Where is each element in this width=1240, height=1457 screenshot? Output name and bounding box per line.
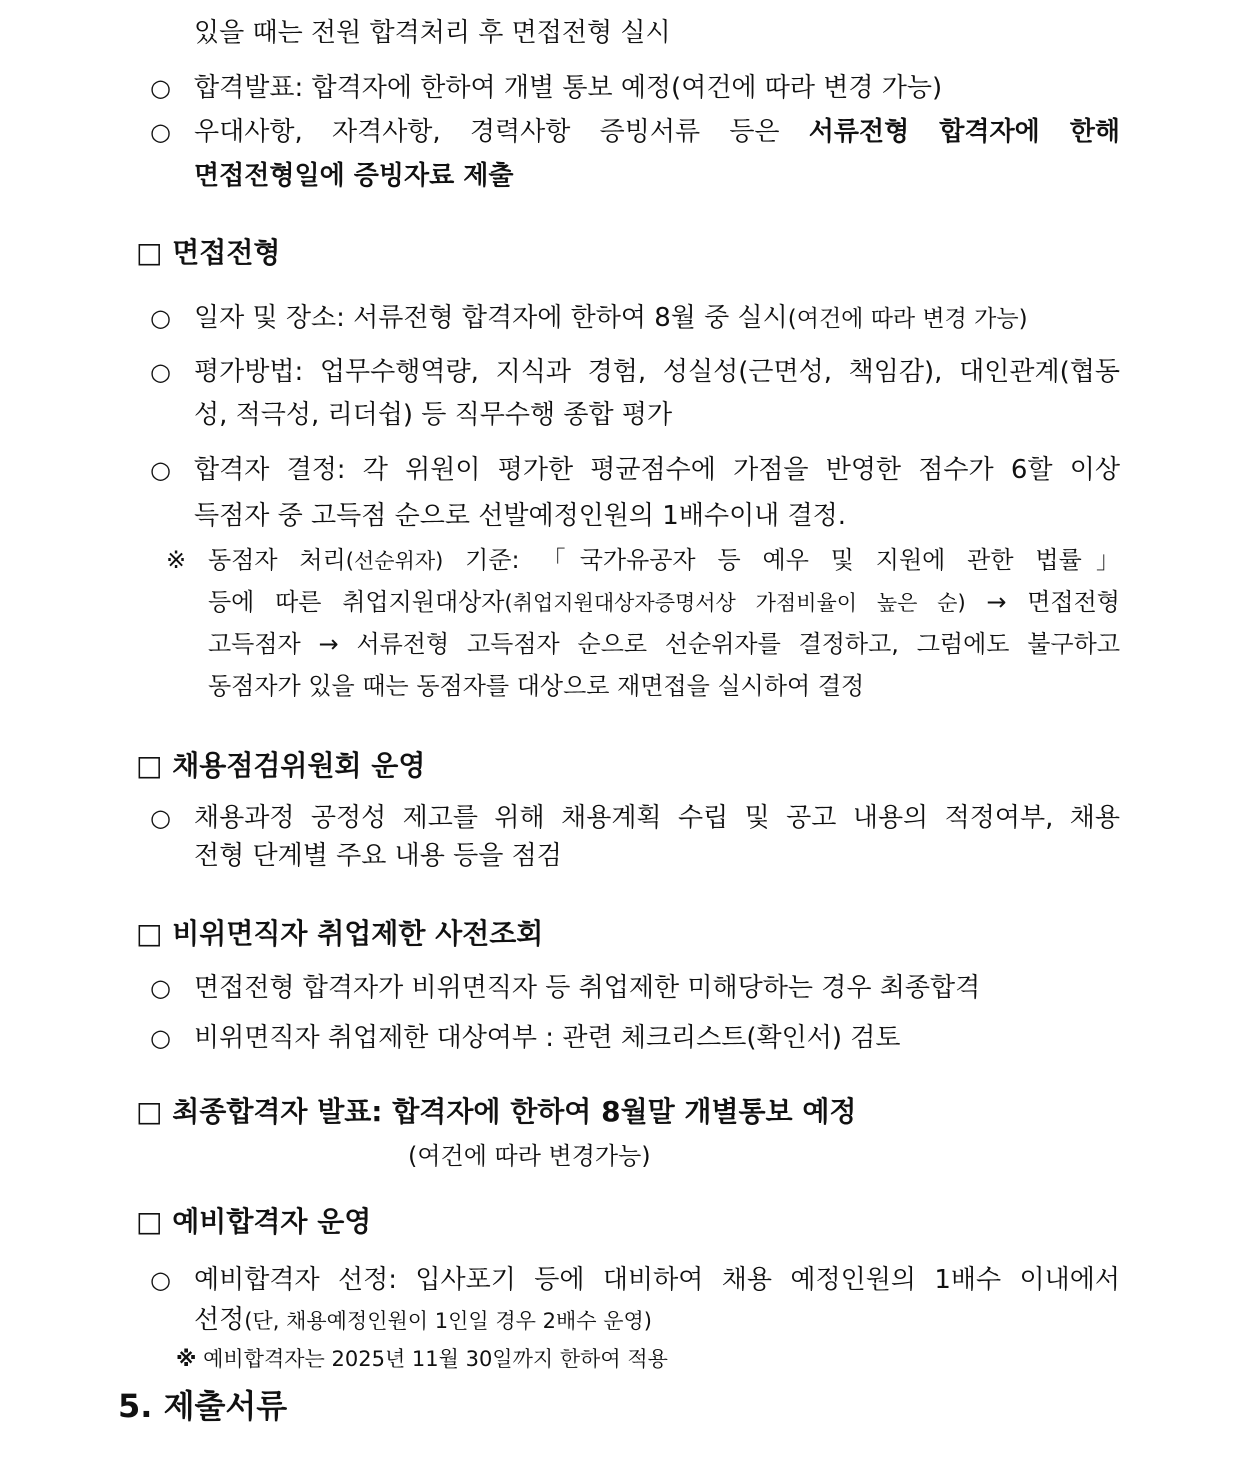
note-mark-icon: ※	[166, 546, 187, 574]
bullet-circle-icon: ○	[150, 304, 171, 332]
restriction-item2: 비위면직자 취업제한 대상여부 : 관련 체크리스트(확인서) 검토	[194, 1023, 901, 1053]
final-heading: □ 최종합격자 발표: 합격자에 한하여 8월말 개별통보 예정	[136, 1095, 857, 1128]
pass-announce-text: 합격발표: 합격자에 한하여 개별 통보 예정(여건에 따라 변경 가능)	[194, 73, 943, 103]
checkbox-square-icon: □	[136, 236, 163, 269]
bullet-circle-icon: ○	[150, 118, 171, 146]
bullet-circle-icon: ○	[150, 804, 171, 832]
reserve-line1: 예비합격자 선정: 입사포기 등에 대비하여 채용 예정인원의 1배수 이내에서	[194, 1265, 1120, 1295]
interview-date-place: 일자 및 장소: 서류전형 합격자에 한하여 8월 중 실시(여건에 따라 변경 가능)	[194, 303, 1028, 333]
interview-decision-line2: 득점자 중 고득점 순으로 선발예정인원의 1배수이내 결정.	[194, 501, 847, 531]
reserve-line2: 선정(단, 채용예정인원이 1인일 경우 2배수 운영)	[194, 1305, 652, 1335]
committee-line2: 전형 단계별 주요 내용 등을 점검	[194, 841, 562, 871]
committee-heading: □ 채용점검위원회 운영	[136, 749, 426, 782]
bullet-circle-icon: ○	[150, 74, 171, 102]
proof-docs-line1: 우대사항, 자격사항, 경력사항 증빙서류 등은 서류전형 합격자에 한해	[194, 117, 1120, 147]
restriction-item1: 면접전형 합격자가 비위면직자 등 취업제한 미해당하는 경우 최종합격	[194, 973, 981, 1003]
tie-note-line3: 고득점자 → 서류전형 고득점자 순으로 선순위자를 결정하고, 그럼에도 불구하고	[208, 630, 1120, 658]
intro-line: 있을 때는 전원 합격처리 후 면접전형 실시	[194, 18, 671, 48]
interview-method-line1: 평가방법: 업무수행역량, 지식과 경험, 성실성(근면성, 책임감), 대인관계(협동	[194, 357, 1120, 387]
checkbox-square-icon: □	[136, 1095, 163, 1128]
bullet-circle-icon: ○	[150, 1266, 171, 1294]
interview-decision-line1: 합격자 결정: 각 위원이 평가한 평균점수에 가점을 반영한 점수가 6할 이상	[194, 455, 1120, 485]
section-5-title: 5. 제출서류	[118, 1387, 288, 1425]
interview-heading: □ 면접전형	[136, 236, 281, 269]
checkbox-square-icon: □	[136, 749, 163, 782]
tie-note-line2: 등에 따른 취업지원대상자(취업지원대상자증명서상 가점비율이 높은 순) → 면접전형	[208, 588, 1120, 616]
proof-docs-line2: 면접전형일에 증빙자료 제출	[194, 161, 514, 191]
restriction-heading: □ 비위면직자 취업제한 사전조회	[136, 917, 544, 950]
tie-note-line1: 동점자 처리(선순위자) 기준: 「국가유공자 등 예우 및 지원에 관한 법률」	[208, 546, 1120, 574]
reserve-note: ※ 예비합격자는 2025년 11월 30일까지 한하여 적용	[176, 1347, 668, 1371]
bullet-circle-icon: ○	[150, 358, 171, 386]
committee-line1: 채용과정 공정성 제고를 위해 채용계획 수립 및 공고 내용의 적정여부, 채용	[194, 803, 1120, 833]
interview-method-line2: 성, 적극성, 리더쉽) 등 직무수행 종합 평가	[194, 400, 673, 430]
bullet-circle-icon: ○	[150, 456, 171, 484]
reserve-heading: □ 예비합격자 운영	[136, 1205, 372, 1238]
note-mark-icon: ※	[176, 1347, 197, 1371]
tie-note-line4: 동점자가 있을 때는 동점자를 대상으로 재면접을 실시하여 결정	[208, 672, 865, 700]
bullet-circle-icon: ○	[150, 974, 171, 1002]
checkbox-square-icon: □	[136, 917, 163, 950]
bullet-circle-icon: ○	[150, 1024, 171, 1052]
checkbox-square-icon: □	[136, 1205, 163, 1238]
final-subtext: (여건에 따라 변경가능)	[408, 1142, 651, 1170]
